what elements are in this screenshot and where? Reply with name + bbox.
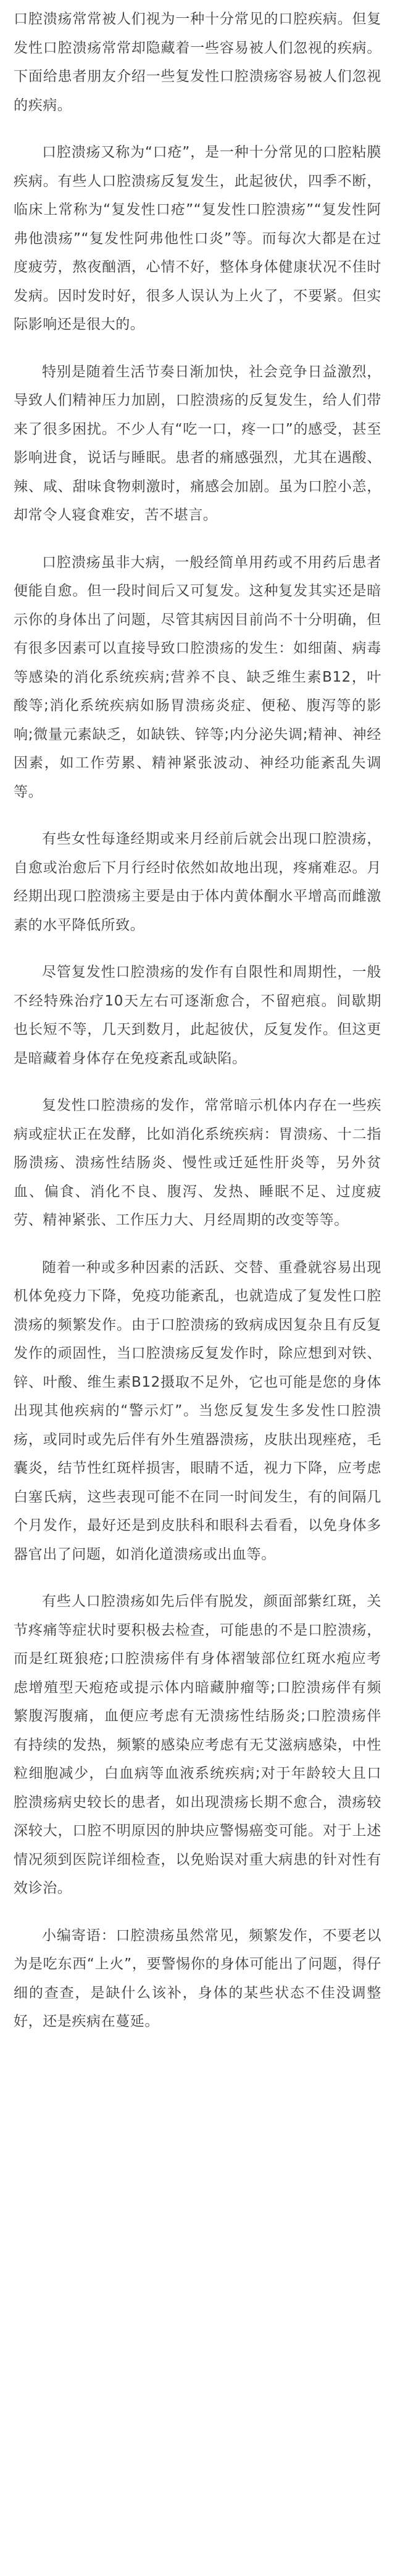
intro-paragraph: 口腔溃疡常常被人们视为一种十分常见的口腔疾病。但复发性口腔溃疡常常却隐藏着一些容易被人们忽视的疾病。下面给患者朋友介绍一些复发性口腔溃疡容易被人们忽视的疾病。 (14, 11, 381, 114)
paragraph-editor-note: 小编寄语：口腔溃疡虽然常见，频繁发作，不要老以为是吃东西“上火”，要警惕你的身体可能出了问题，得仔细的查查，是缺什么该补，身体的某些状态不佳没调整好，还是疾病在蔓延。 (14, 1927, 381, 2029)
paragraph-immunity: 随着一种或多种因素的活跃、交替、重叠就容易出现机体免疫力下降，免疫功能紊乱，也就造成了复发性口腔溃疡的频繁发作。由于口腔溃疡的致病成因复杂且有反复发作的顽固性，当口腔溃疡反复发作时，除应想到对铁、锌、叶酸、维生素B12摄取不足外，它也可能是您的身体出现其他疾病的“警示灯”。当您反复发生多发性口腔溃疡，或同时或先后伴有外生殖器溃疡，皮肤出现痤疮，毛囊炎，结节性红斑样损害，眼睛不适，视力下降，应考虑白塞氏病，这些表现可能不在同一时间发生，有的间隔几个月发作，最好还是到皮肤科和眼科去看看，以免身体多器官出了问题，如消化道溃疡或出血等。 (14, 1259, 381, 1563)
paragraph-definition: 口腔溃疡又称为“口疮”，是一种十分常见的口腔粘膜疾病。有些人口腔溃疡反复发生，此起彼伏，四季不断，临床上常称为“复发性口疮”“复发性口腔溃疡”“复发性阿弗他溃疡”“复发性阿弗他性口炎”等。而每次大都是在过度疲劳，熬夜酗酒，心情不好，整体身体健康状况不佳时发病。因时发时好，很多人误认为上火了，不要紧。但实际影响还是很大的。 (14, 144, 381, 332)
paragraph-underlying-diseases: 复发性口腔溃疡的发作，常常暗示机体内存在一些疾病或症状正在发酵，比如消化系统疾病：胃溃疡、十二指肠溃疡、溃疡性结肠炎、慢性或迁延性肝炎等，另外贫血、偏食、消化不良、腹泻、发热、睡眠不足、过度疲劳、精神紧张、工作压力大、月经周期的改变等等。 (14, 1097, 381, 1228)
paragraph-causes: 口腔溃疡虽非大病，一般经简单用药或不用药后患者便能自愈。但一段时间后又可复发。这种复发其实还是暗示你的身体出了问题，尽管其病因目前尚不十分明确，但有很多因素可以直接导致口腔溃疡的发生：如细菌、病毒等感染的消化系统疾病;营养不良、缺乏维生素B12，叶酸等;消化系统疾病如肠胃溃疡炎症、便秘、腹泻等的影响;微量元素缺乏，如缺铁、锌等;内分泌失调;精神、神经因素，如工作劳累、精神紧张波动、神经功能紊乱失调等。 (14, 554, 381, 800)
paragraph-self-limiting: 尽管复发性口腔溃疡的发作有自限性和周期性，一般不经特殊治疗10天左右可逐渐愈合，不留疤痕。间歇期也长短不等，几天到数月，此起彼伏，反复发作。但这更是暗藏着身体存在免疫紊乱或缺陷。 (14, 964, 381, 1067)
paragraph-warning-signs: 有些人口腔溃疡如先后伴有脱发，颜面部紫红斑，关节疼痛等症状时要积极去检查，可能患的不是口腔溃疡，而是红斑狼疮;口腔溃疡伴有身体褶皱部位红斑水疱应考虑增殖型天疱疮或提示体内暗藏肿瘤等;口腔溃疡伴有频繁腹泻腹痛，血便应考虑有无溃疡性结肠炎;口腔溃疡伴有持续的发热，频繁的感染应考虑有无艾滋病感染，中性粒细胞减少，白血病等血液系统疾病;对于年龄较大且口腔溃疡病史较长的患者，如出现溃疡长期不愈合，溃疡较深较大，口腔不明原因的肿块应警惕癌变可能。对于上述情况须到医院详细检查，以免贻误对重大病患的针对性有效诊治。 (14, 1593, 381, 1896)
paragraph-menstrual: 有些女性每逢经期或来月经前后就会出现口腔溃疡，自愈或治愈后下月行经时依然如故地出现，疼痛难忍。月经期出现口腔溃疡主要是由于体内黄体酮水平增高而雌激素的水平降低所致。 (14, 831, 381, 933)
paragraph-symptoms: 特别是随着生活节奏日渐加快，社会竞争日益激烈，导致人们精神压力加剧，口腔溃疡的反复发生，给人们带来了很多困扰。不少人有“吃一口，疼一口”的感受，甚至影响进食，说话与睡眠。患者的痛感强烈，尤其在遇酸、辣、咸、甜味食物刺激时，痛感会加剧。虽为口腔小恙，却常令人寝食难安，苦不堪言。 (14, 363, 381, 523)
